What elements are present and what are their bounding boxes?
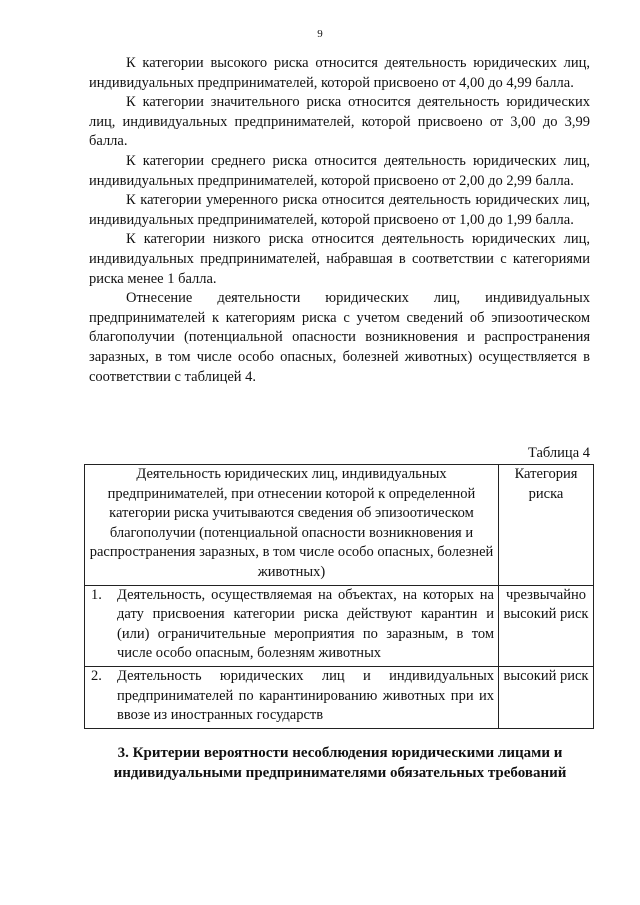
body-text (89, 54, 590, 387)
section-heading: 3. Критерии вероятности несоблюдения юридическими лицами и индивидуальными предпринимателями обязательных требований (113, 745, 567, 781)
table-header-row (85, 465, 594, 586)
table-cell-category: чрезвычайно высокий риск (499, 585, 594, 666)
paragraph-medium-risk: К категории среднего риска относится деятельность юридических лиц, индивидуальных предпринимателей, которой присвоено от 2,00 до 2,99 балла. (89, 152, 590, 189)
paragraph-low-risk: К категории низкого риска относится деятельность юридических лиц, индивидуальных предпринимателей, набравшая в соответствии с категориями риска менее 1 балла. (89, 231, 590, 287)
table-cell-activity (85, 666, 499, 728)
paragraph-table-reference: Отнесение деятельности юридических лиц, индивидуальных предпринимателей к категориям риска с учетом сведений об эпизоотическом благополучии (потенциальной опасности возникновения и распространения заразных, в том числе особо опасных, болезней животных) осуществляется в соответствии с таблицей 4. (89, 290, 590, 385)
table-caption: Таблица 4 (527, 445, 590, 461)
table-cell-activity (85, 585, 499, 666)
row-activity-text: Деятельность юридических лиц и индивидуальных предпринимателей по карантинированию животных при их ввозе из иностранных государств (117, 667, 494, 724)
header-activity: Деятельность юридических лиц, индивидуальных предпринимателей, при отнесении которой к определенной категории риска учитываются сведения об эпизоотическом благополучии (потенциальной опасности возникновения и распространения заразных, в том числе особо опасных, болезней животных) (85, 465, 499, 586)
row-number: 2. (91, 667, 102, 684)
row-number: 1. (91, 586, 102, 603)
paragraph-significant-risk: К категории значительного риска относится деятельность юридических лиц, индивидуальных предпринимателей, которой присвоено от 3,00 до 3,99 балла. (89, 94, 590, 150)
header-category: Категория риска (499, 465, 594, 586)
risk-category-table (84, 464, 594, 729)
table-row (85, 585, 594, 666)
paragraph-moderate-risk: К категории умеренного риска относится деятельность юридических лиц, индивидуальных предпринимателей, которой присвоено от 1,00 до 1,99 балла. (89, 192, 590, 228)
table-cell-category: высокий риск (499, 666, 594, 728)
page-number: 9 (317, 28, 323, 40)
row-activity-text: Деятельность, осуществляемая на объектах, на которых на дату присвоения категории риска действуют карантин и (или) ограничительные мероприятия по заразным, в том числе особо опасным, болезням животных (117, 586, 494, 662)
paragraph-high-risk: К категории высокого риска относится деятельность юридических лиц, индивидуальных предпринимателей, которой присвоено от 4,00 до 4,99 балла. (89, 55, 590, 91)
table-row (85, 666, 594, 728)
